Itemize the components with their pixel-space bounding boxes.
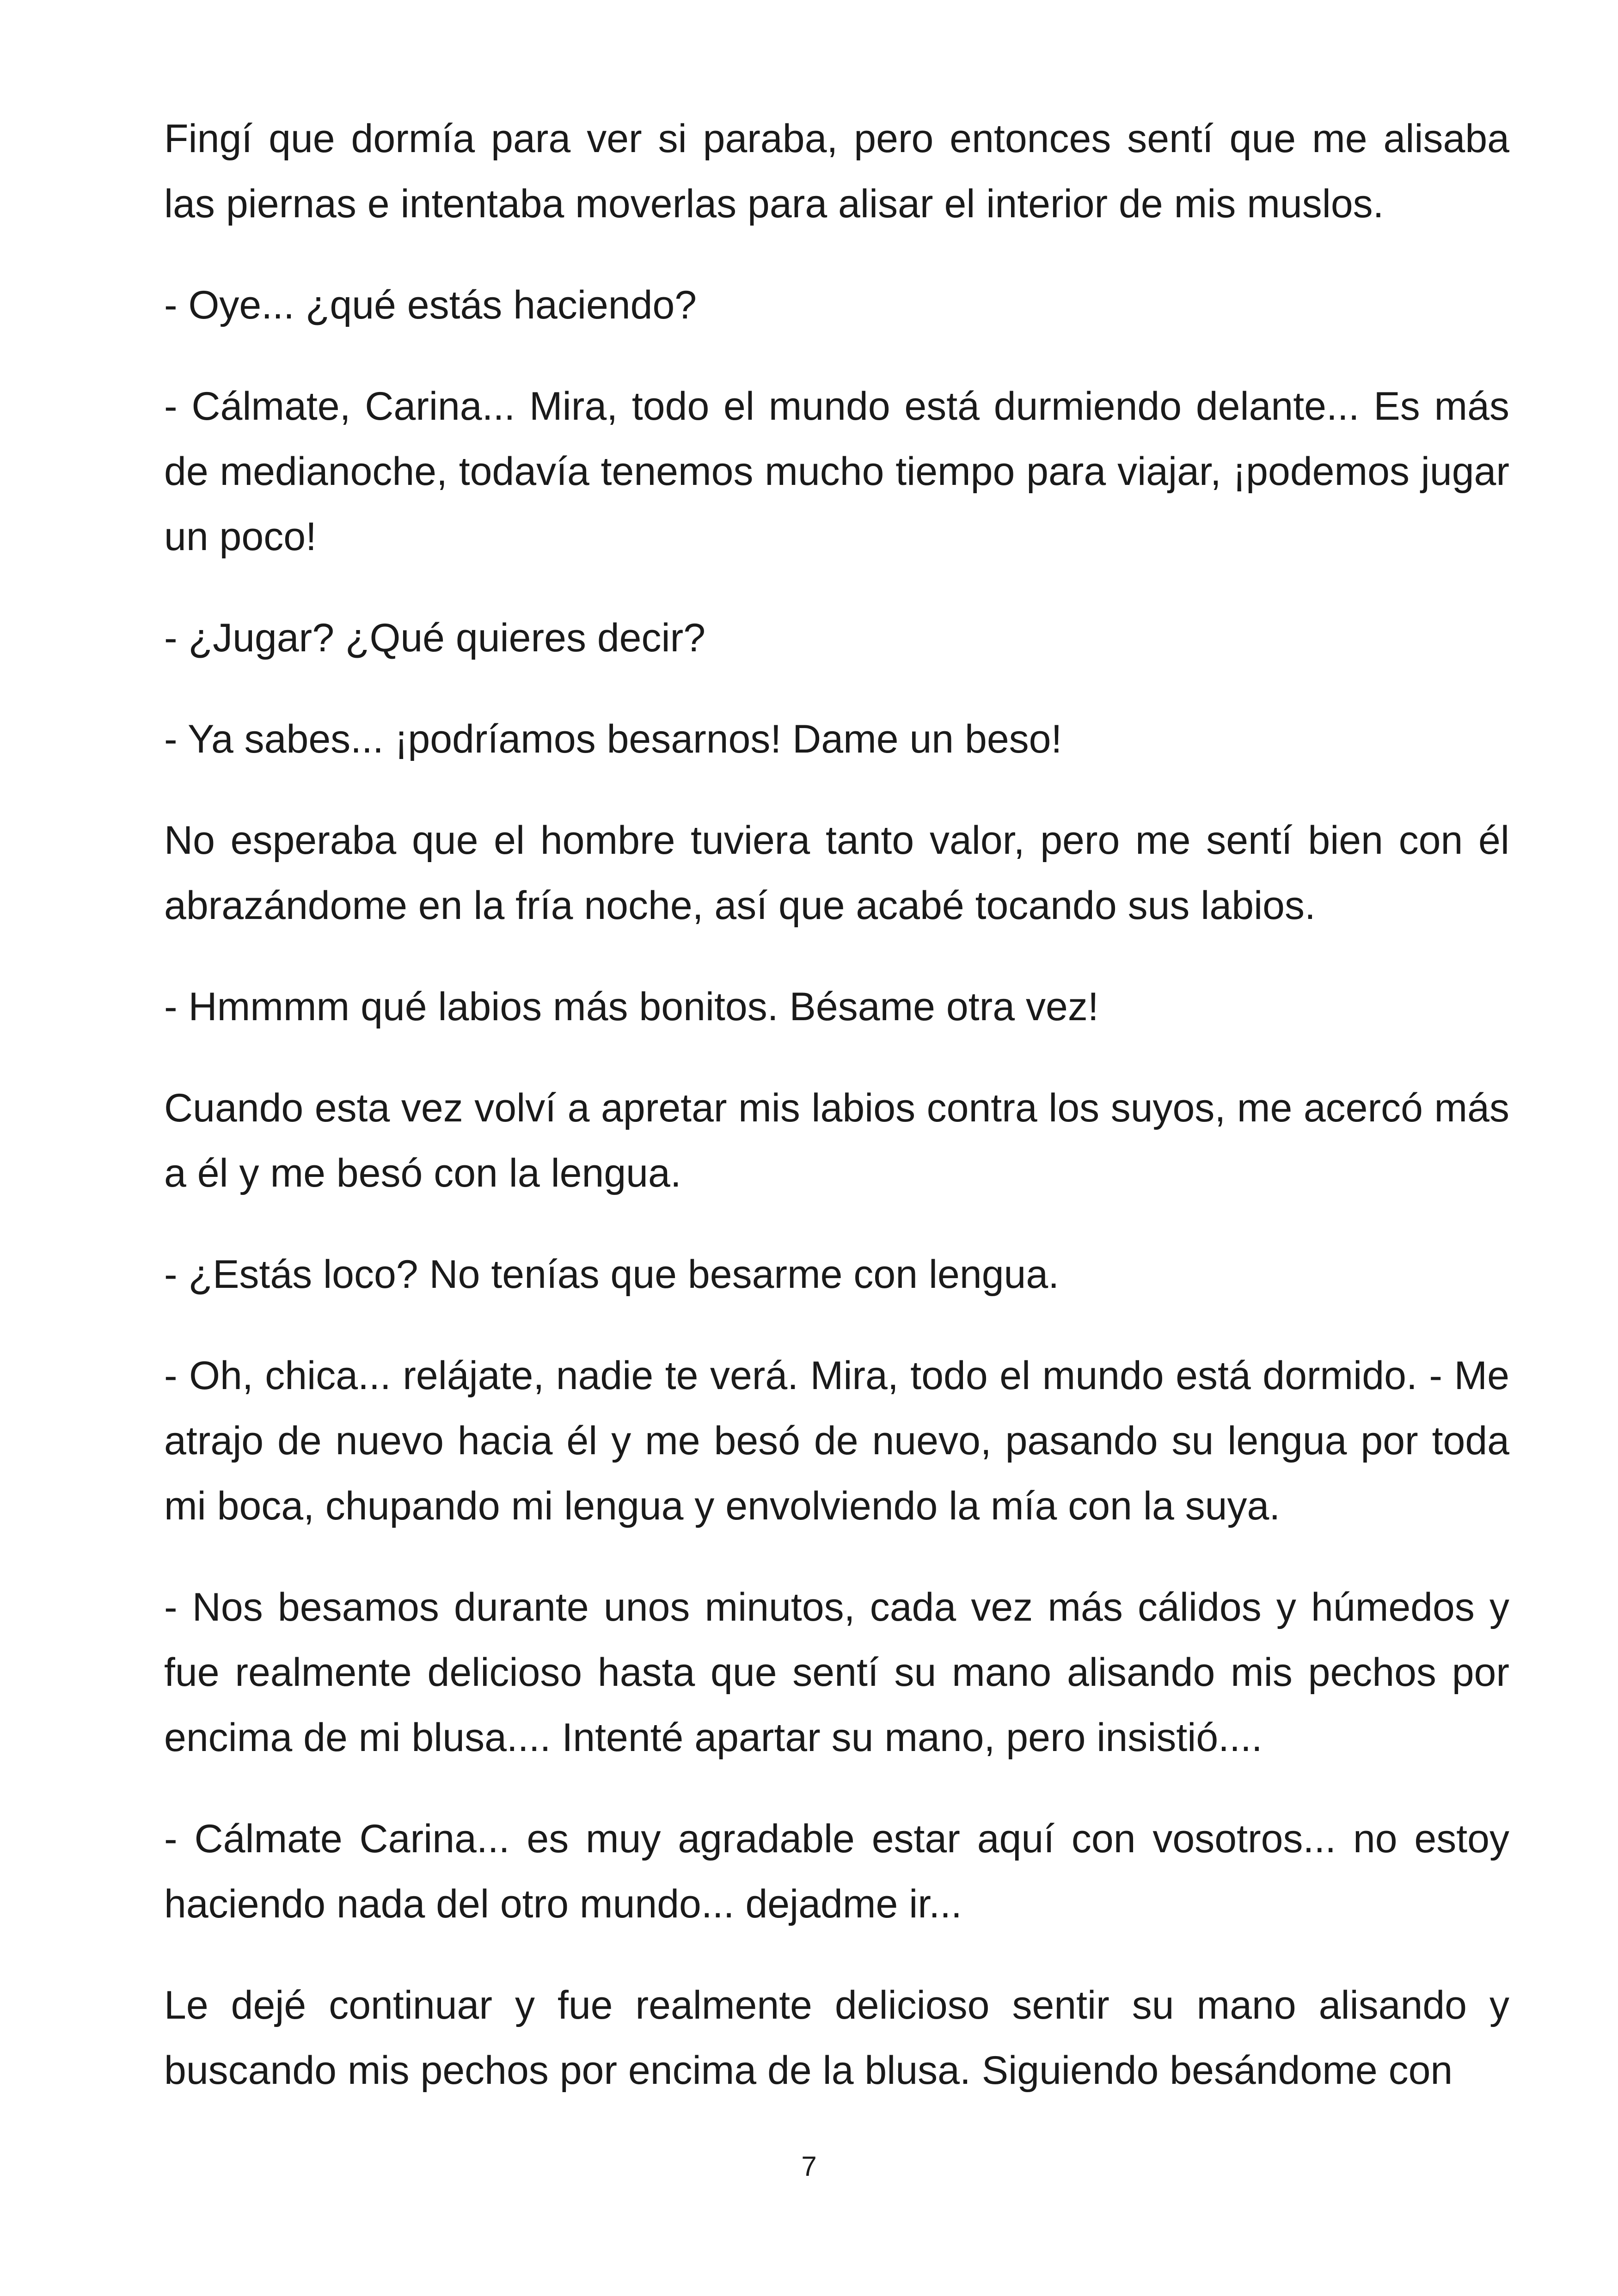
paragraph: - Hmmmm qué labios más bonitos. Bésame otra vez! — [164, 985, 1099, 1029]
paragraph: - Cálmate Carina... es muy agradable estar aquí con vosotros... no estoy haciendo nada del otro mundo... dejadme ir... — [164, 1817, 1509, 1926]
paragraph: Fingí que dormía para ver si paraba, pero entonces sentí que me alisaba las piernas e intentaba moverlas para alisar el interior de mis muslos. — [164, 116, 1509, 226]
paragraph: Le dejé continuar y fue realmente delicioso sentir su mano alisando y buscando mis pechos por encima de la blusa. Siguiendo besándome con — [164, 1983, 1509, 2093]
paragraph: Cuando esta vez volví a apretar mis labios contra los suyos, me acercó más a él y me besó con la lengua. — [164, 1086, 1509, 1195]
paragraph: - Cálmate, Carina... Mira, todo el mundo está durmiendo delante... Es más de medianoche, todavía tenemos mucho tiempo para viajar, ¡podemos jugar un poco! — [164, 384, 1509, 559]
paragraph: - Oye... ¿qué estás haciendo? — [164, 283, 697, 327]
paragraph: - ¿Estás loco? No tenías que besarme con lengua. — [164, 1252, 1060, 1297]
paragraph: No esperaba que el hombre tuviera tanto valor, pero me sentí bien con él abrazándome en la fría noche, así que acabé tocando sus labios. — [164, 818, 1509, 928]
paragraph: - Nos besamos durante unos minutos, cada vez más cálidos y húmedos y fue realmente delicioso hasta que sentí su mano alisando mis pechos por encima de mi blusa.... Intenté apartar su mano, pero insistió.... — [164, 1585, 1509, 1760]
paragraph: - ¿Jugar? ¿Qué quieres decir? — [164, 616, 706, 660]
paragraph: - Ya sabes... ¡podríamos besarnos! Dame un beso! — [164, 717, 1062, 761]
paragraph: - Oh, chica... relájate, nadie te verá. Mira, todo el mundo está dormido. - Me atrajo de nuevo hacia él y me besó de nuevo, pasando su lengua por toda mi boca, chupando mi lengua y envolviendo la mía con la suya. — [164, 1353, 1509, 1528]
page-number: 7 — [801, 2151, 817, 2182]
body-text — [164, 106, 1509, 2139]
